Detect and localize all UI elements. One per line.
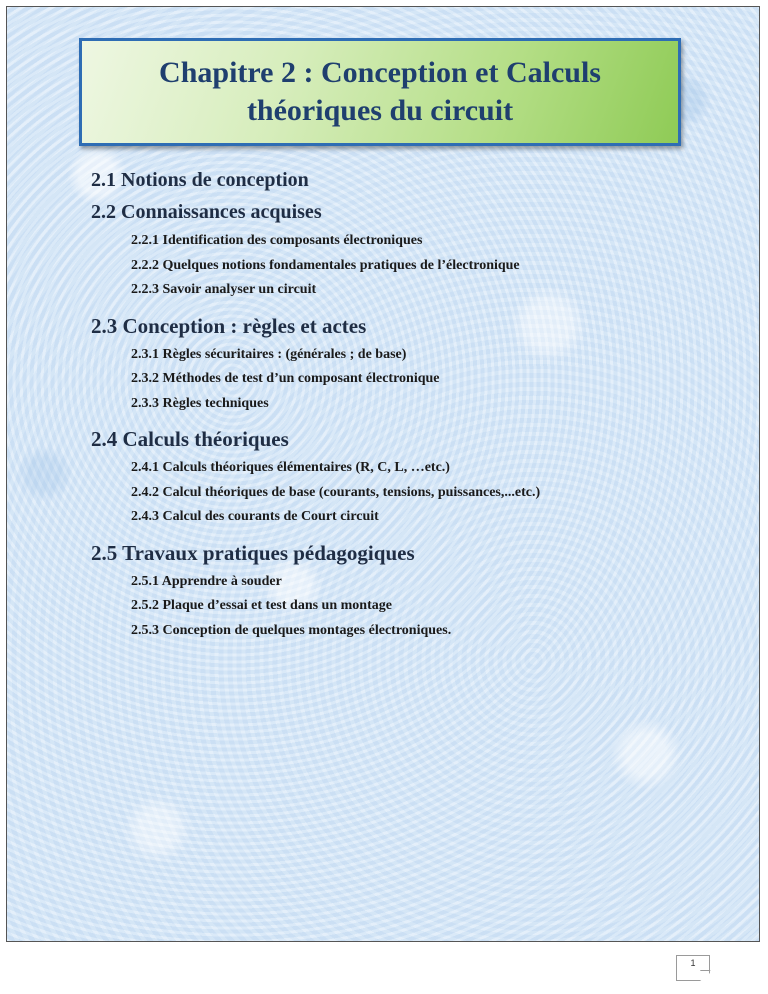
- subsection-item: 2.2.1 Identification des composants électroniques: [131, 233, 423, 248]
- section-heading: 2.3 Conception : règles et actes: [91, 313, 367, 338]
- subsection-item: 2.4.2 Calcul théoriques de base (courants, tensions, puissances,...etc.): [131, 484, 541, 500]
- section-heading: 2.2 Connaissances acquises: [91, 201, 322, 223]
- chapter-title-line-1: Chapitre 2 : Conception et Calculs: [159, 56, 601, 89]
- section-heading: 2.1 Notions de conception: [91, 169, 309, 191]
- toc-section-2-5: [91, 538, 741, 644]
- page-number: 1: [690, 958, 696, 968]
- toc-section-2-2: [91, 197, 741, 303]
- page-number-badge: [676, 955, 710, 981]
- subsection-item: 2.5.1 Apprendre à souder: [131, 573, 282, 589]
- toc-section-2-1: [91, 165, 741, 195]
- subsection-item: 2.3.2 Méthodes de test d’un composant électronique: [131, 371, 440, 386]
- page-fold-icon: [695, 970, 710, 979]
- subsection-list: [131, 343, 741, 417]
- chapter-title-line-2: théoriques du circuit: [246, 94, 514, 127]
- subsection-item: 2.4.1 Calculs théoriques élémentaires (R, C, L, …etc.): [131, 460, 450, 475]
- page-frame: [6, 6, 760, 942]
- subsection-list: [131, 229, 741, 303]
- subsection-item: 2.5.2 Plaque d’essai et test dans un montage: [131, 598, 392, 613]
- subsection-item: 2.3.3 Règles techniques: [131, 395, 269, 411]
- section-heading: 2.5 Travaux pratiques pédagogiques: [91, 540, 415, 565]
- toc-section-2-3: [91, 311, 741, 417]
- subsection-item: 2.5.3 Conception de quelques montages électroniques.: [131, 622, 452, 638]
- subsection-item: 2.4.3 Calcul des courants de Court circuit: [131, 509, 379, 524]
- toc-section-2-4: [91, 424, 741, 530]
- subsection-item: 2.2.3 Savoir analyser un circuit: [131, 282, 317, 297]
- subsection-list: [131, 456, 741, 530]
- subsection-item: 2.2.2 Quelques notions fondamentales pratiques de l’électronique: [131, 257, 520, 273]
- section-heading: 2.4 Calculs théoriques: [91, 427, 289, 451]
- subsection-list: [131, 570, 741, 644]
- chapter-title-box: [79, 38, 681, 146]
- subsection-item: 2.3.1 Règles sécuritaires : (générales ; de base): [131, 346, 407, 362]
- table-of-contents: [91, 165, 741, 651]
